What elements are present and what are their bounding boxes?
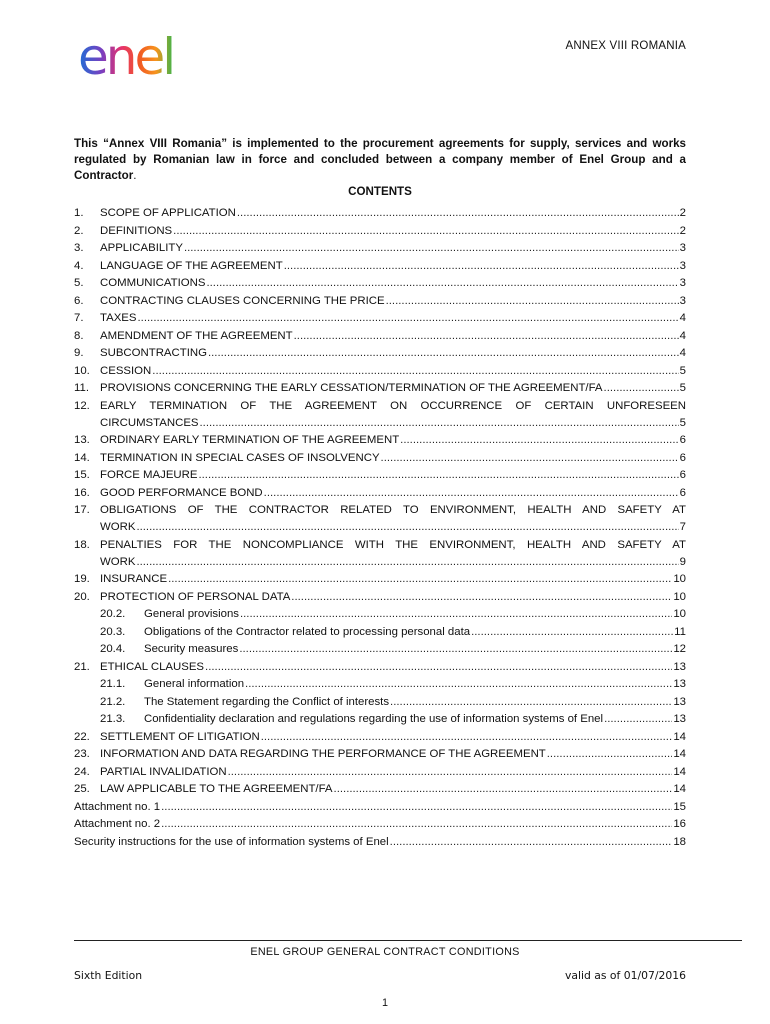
toc-dot-leader — [284, 258, 679, 276]
toc-entry-number: 23. — [74, 748, 90, 760]
toc-entry-number: 18. — [74, 538, 90, 551]
toc-entry-number: 5. — [74, 277, 84, 289]
toc-entry[interactable] — [74, 380, 686, 398]
toc-entry-page: 4 — [679, 347, 686, 359]
toc-dot-leader — [547, 746, 673, 764]
toc-entry[interactable] — [74, 694, 686, 712]
toc-entry-page: 15 — [673, 800, 686, 813]
toc-entry[interactable] — [74, 467, 686, 485]
toc-entry-page: 13 — [673, 713, 686, 725]
toc-entry-label-line1: EARLY TERMINATION OF THE AGREEMENT ON OCCURRENCE OF CERTAIN UNFORESEEN — [100, 399, 686, 412]
toc-dot-leader — [604, 711, 672, 729]
toc-entry-label: PROTECTION OF PERSONAL DATA — [100, 590, 291, 603]
intro-paragraph — [74, 136, 686, 184]
toc-entry-number: 10. — [74, 364, 90, 377]
toc-entry-page: 14 — [673, 748, 686, 760]
toc-entry-page: 4 — [679, 329, 686, 342]
toc-entry-label: TERMINATION IN SPECIAL CASES OF INSOLVENCY — [100, 451, 380, 464]
toc-entry[interactable] — [74, 746, 686, 764]
toc-entry-number: 2. — [74, 224, 84, 237]
toc-entry-label: INSURANCE — [100, 573, 168, 585]
toc-entry-page: 18 — [673, 835, 686, 848]
toc-entry-number: 19. — [74, 573, 90, 585]
toc-entry-page: 2 — [679, 207, 686, 219]
toc-entry-page: 13 — [673, 678, 686, 690]
toc-entry-number: 21.1. — [100, 678, 126, 690]
toc-entry-page: 4 — [679, 312, 686, 324]
toc-entry[interactable] — [74, 293, 686, 311]
toc-entry[interactable] — [74, 450, 686, 468]
toc-entry-label: SCOPE OF APPLICATION — [100, 207, 236, 219]
toc-dot-leader — [136, 554, 678, 572]
toc-entry-label: INFORMATION AND DATA REGARDING THE PERFORMANCE OF THE AGREEMENT — [100, 748, 546, 760]
toc-entry-label: Confidentiality declaration and regulations regarding the use of information systems of Enel — [144, 713, 604, 725]
toc-entry-number: 21. — [74, 660, 90, 673]
toc-entry-label: TAXES — [100, 312, 137, 324]
toc-entry-label: WORK — [100, 555, 136, 568]
toc-entry-label-line1: OBLIGATIONS OF THE CONTRACTOR RELATED TO ENVIRONMENT, HEALTH AND SAFETY AT — [100, 504, 686, 516]
toc-entry-number: 20. — [74, 590, 90, 603]
toc-entry-label: SUBCONTRACTING — [100, 347, 207, 359]
toc-entry[interactable] — [74, 589, 686, 607]
toc-entry-page: 5 — [679, 382, 686, 394]
footer-divider — [74, 940, 742, 941]
toc-dot-leader — [381, 450, 679, 468]
toc-dot-leader — [386, 293, 679, 311]
toc-entry-page: 3 — [679, 294, 686, 307]
toc-dot-leader — [390, 834, 673, 852]
toc-dot-leader — [206, 275, 678, 293]
toc-entry-page: 10 — [673, 608, 686, 620]
toc-entry[interactable] — [74, 729, 686, 747]
toc-dot-leader — [400, 432, 678, 450]
toc-entry-page: 3 — [679, 277, 686, 289]
toc-entry-label: ORDINARY EARLY TERMINATION OF THE AGREEMENT — [100, 434, 400, 446]
toc-entry-number: 14. — [74, 451, 90, 464]
toc-dot-leader — [184, 240, 679, 258]
svg-text:enel: enel — [78, 30, 174, 82]
toc-entry-label: ETHICAL CLAUSES — [100, 660, 205, 673]
toc-entry-label-line1: PENALTIES FOR THE NONCOMPLIANCE WITH THE ENVIRONMENT, HEALTH AND SAFETY AT — [100, 538, 686, 551]
toc-entry-label: CESSION — [100, 364, 152, 377]
toc-entry-page: 14 — [673, 783, 686, 795]
toc-entry-number: 9. — [74, 347, 84, 359]
toc-entry-label: FORCE MAJEURE — [100, 469, 198, 481]
toc-dot-leader — [334, 781, 673, 799]
toc-entry[interactable] — [74, 641, 686, 659]
toc-entry[interactable] — [74, 432, 686, 450]
toc-dot-leader — [390, 694, 672, 712]
toc-dot-leader — [208, 345, 679, 363]
toc-entry[interactable] — [74, 834, 686, 852]
toc-entry-page: 12 — [673, 643, 686, 655]
toc-entry-number: 17. — [74, 504, 90, 516]
toc-entry-number: 13. — [74, 434, 90, 446]
toc-dot-leader — [245, 676, 672, 694]
toc-entry[interactable] — [74, 676, 686, 694]
toc-dot-leader — [173, 223, 679, 241]
toc-entry-page: 5 — [679, 364, 686, 377]
toc-dot-leader — [205, 659, 672, 677]
toc-entry[interactable] — [74, 711, 686, 729]
contents-heading: CONTENTS — [348, 185, 412, 198]
toc-entry-page: 6 — [679, 434, 686, 446]
toc-entry-page: 14 — [673, 765, 686, 778]
toc-entry[interactable] — [74, 781, 686, 799]
toc-entry-label: WORK — [100, 521, 136, 533]
toc-entry-number: 15. — [74, 469, 90, 481]
toc-entry[interactable] — [74, 240, 686, 258]
toc-dot-leader — [261, 729, 673, 747]
toc-dot-leader — [152, 363, 678, 381]
toc-dot-leader — [198, 467, 678, 485]
toc-entry-label: DEFINITIONS — [100, 224, 173, 237]
toc-entry-label: GOOD PERFORMANCE BOND — [100, 486, 263, 499]
toc-entry-label: LAW APPLICABLE TO THE AGREEMENT/FA — [100, 783, 333, 795]
toc-entry-number: 6. — [74, 294, 84, 307]
toc-dot-leader — [237, 205, 679, 223]
toc-entry[interactable] — [74, 816, 686, 834]
toc-entry[interactable] — [74, 328, 686, 346]
enel-logo — [76, 30, 208, 82]
toc-entry-page: 6 — [679, 469, 686, 481]
toc-entry-number: 4. — [74, 259, 84, 272]
toc-entry-label: The Statement regarding the Conflict of interests — [144, 695, 390, 708]
toc-entry-page: 16 — [673, 818, 686, 830]
page-number: 1 — [381, 997, 388, 1009]
toc-entry-label: AMENDMENT OF THE AGREEMENT — [100, 329, 293, 342]
toc-entry-page: 9 — [679, 555, 686, 568]
toc-entry[interactable] — [74, 764, 686, 782]
toc-dot-leader — [264, 485, 679, 503]
toc-entry[interactable] — [74, 537, 686, 572]
toc-entry-page: 3 — [679, 242, 686, 254]
toc-entry-label: APPLICABILITY — [100, 242, 183, 254]
toc-dot-leader — [604, 380, 679, 398]
toc-entry-number: 24. — [74, 765, 90, 778]
toc-entry-number: 12. — [74, 399, 90, 412]
toc-entry-number: 20.2. — [100, 608, 126, 620]
toc-entry-page: 7 — [679, 521, 686, 533]
toc-entry-number: 21.2. — [100, 695, 126, 708]
toc-entry-number: 3. — [74, 242, 84, 254]
toc-entry-page: 13 — [673, 695, 686, 708]
toc-entry[interactable] — [74, 345, 686, 363]
toc-entry-page: 14 — [673, 730, 686, 743]
toc-entry[interactable] — [74, 485, 686, 503]
toc-dot-leader — [240, 606, 672, 624]
annex-header-label: ANNEX VIII ROMANIA — [565, 40, 686, 52]
toc-dot-leader — [161, 799, 672, 817]
toc-entry[interactable] — [74, 310, 686, 328]
toc-entry-page: 6 — [679, 451, 686, 464]
toc-entry-label: COMMUNICATIONS — [100, 277, 206, 289]
toc-entry[interactable] — [74, 799, 686, 817]
toc-dot-leader — [136, 519, 678, 537]
toc-entry[interactable] — [74, 398, 686, 433]
toc-entry-number: 20.4. — [100, 643, 126, 655]
toc-entry-label: Attachment no. 2 — [74, 818, 161, 830]
toc-entry-label: Security instructions for the use of information systems of Enel — [74, 835, 389, 848]
toc-entry[interactable] — [74, 571, 686, 589]
toc-entry-label: Attachment no. 1 — [74, 800, 161, 813]
toc-entry-number: 8. — [74, 329, 84, 342]
toc-entry-number: 1. — [74, 207, 84, 219]
toc-entry[interactable] — [74, 258, 686, 276]
footer-edition: Sixth Edition — [74, 969, 143, 982]
toc-entry[interactable] — [74, 363, 686, 381]
toc-entry[interactable] — [74, 205, 686, 223]
toc-entry-label: PARTIAL INVALIDATION — [100, 765, 227, 778]
toc-entry-label: PROVISIONS CONCERNING THE EARLY CESSATION/TERMINATION OF THE AGREEMENT/FA — [100, 382, 603, 394]
toc-entry-page: 6 — [679, 486, 686, 499]
toc-entry-page: 3 — [679, 259, 686, 272]
toc-entry-number: 22. — [74, 730, 90, 743]
footer-title: ENEL GROUP GENERAL CONTRACT CONDITIONS — [250, 946, 520, 958]
toc-entry-label: SETTLEMENT OF LITIGATION — [100, 730, 260, 743]
toc-entry[interactable] — [74, 659, 686, 677]
toc-entry[interactable] — [74, 624, 686, 642]
toc-entry[interactable] — [74, 275, 686, 293]
toc-entry-number: 11. — [74, 382, 89, 394]
toc-entry-number: 7. — [74, 312, 84, 324]
toc-entry-number: 20.3. — [100, 625, 126, 638]
toc-entry-label: Obligations of the Contractor related to processing personal data — [144, 625, 471, 638]
toc-entry-page: 10 — [673, 590, 686, 603]
toc-entry-label: LANGUAGE OF THE AGREEMENT — [100, 259, 283, 272]
toc-dot-leader — [138, 310, 679, 328]
toc-entry-page: 5 — [679, 416, 686, 429]
toc-dot-leader — [239, 641, 672, 659]
toc-dot-leader — [168, 571, 672, 589]
toc-entry[interactable] — [74, 606, 686, 624]
toc-entry-number: 25. — [74, 783, 90, 795]
toc-entry-page: 10 — [673, 573, 686, 585]
toc-entry-page: 2 — [679, 224, 686, 237]
toc-dot-leader — [471, 624, 673, 642]
table-of-contents — [74, 205, 686, 851]
toc-entry-label: CONTRACTING CLAUSES CONCERNING THE PRICE — [100, 294, 385, 307]
toc-dot-leader — [200, 415, 679, 433]
toc-entry-number: 16. — [74, 486, 90, 499]
toc-dot-leader — [228, 764, 673, 782]
toc-entry-number: 21.3. — [100, 713, 126, 725]
toc-entry[interactable] — [74, 223, 686, 241]
toc-entry-page: 13 — [673, 660, 686, 673]
toc-entry-label: General provisions — [144, 608, 239, 620]
intro-text: This “Annex VIII Romania” is implemented to the procurement agreements for supply, services and works regulated by Romanian law in force and concluded between a company member of Enel Group and a Contractor — [74, 137, 686, 182]
toc-dot-leader — [294, 328, 679, 346]
toc-entry-label: CIRCUMSTANCES — [100, 416, 199, 429]
toc-entry-label: Security measures — [144, 643, 239, 655]
toc-entry[interactable] — [74, 502, 686, 537]
footer-valid-date: valid as of 01/07/2016 — [564, 969, 686, 982]
toc-dot-leader — [291, 589, 672, 607]
intro-period: . — [133, 169, 137, 182]
toc-entry-page: 11 — [674, 625, 686, 638]
toc-entry-label: General information — [144, 678, 245, 690]
toc-dot-leader — [161, 816, 672, 834]
